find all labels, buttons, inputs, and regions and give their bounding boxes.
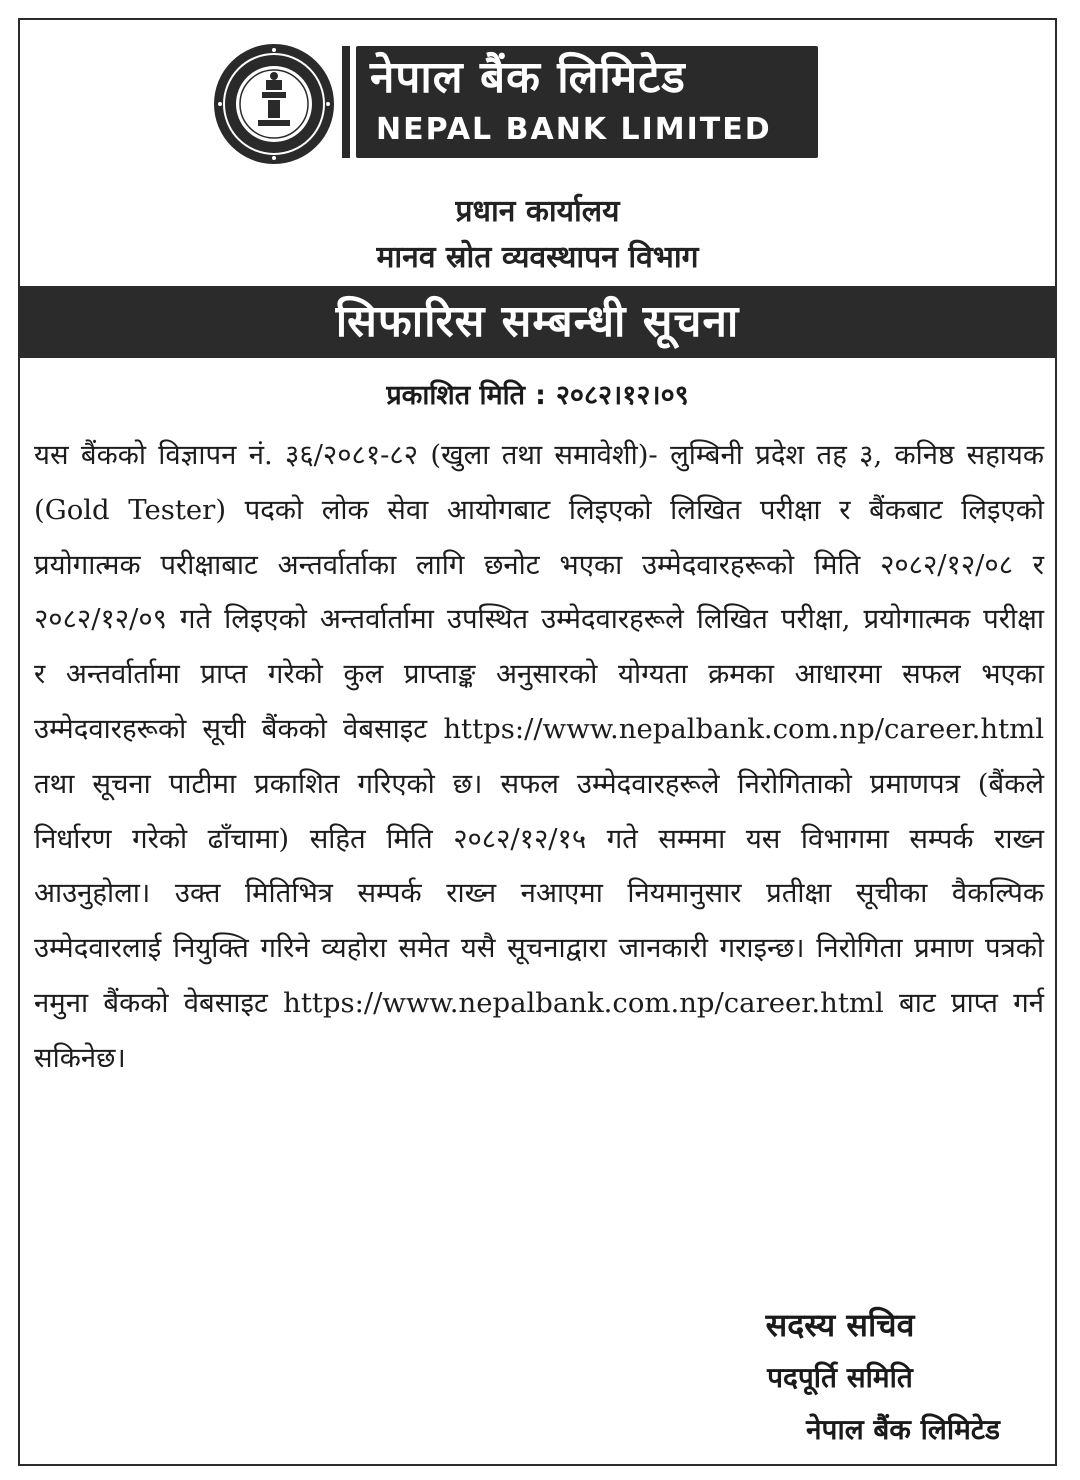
bank-logo	[200, 26, 840, 186]
published-date: २०८२।१२।०९	[555, 380, 689, 411]
signatory-organization: नेपाल बैंक लिमिटेड	[806, 1413, 1000, 1446]
published-label: प्रकाशित मिति	[386, 380, 526, 411]
logo-name-english: NEPAL BANK LIMITED	[376, 112, 772, 147]
logo-stripe	[342, 46, 350, 158]
notice-title-banner	[20, 286, 1055, 358]
signatory-committee: पदपूर्ति समिति	[767, 1361, 913, 1394]
signatory-designation: सदस्य सचिव	[765, 1306, 915, 1344]
office-name: प्रधान कार्यालय	[455, 194, 620, 229]
notice-body: यस बैंकको विज्ञापन नं. ३६/२०८१-८२ (खुला तथा समावेशी)- लुम्बिनी प्रदेश तह ३, कनिष्ठ सहायक (Gold Tester) पदको लोक सेवा आयोगबाट लिइएको लिखित परीक्षा र बैंकबाट लिइएको प्रयोगात्मक परीक्षाबाट अन्तर्वार्ताका लागि छनोट भएका उम्मेदवारहरूको मिति २०८२/१२/०८ र २०८२/१२/०९ गते लिइएको अन्तर्वार्तामा उपस्थित उम्मेदवारहरूले लिखित परीक्षा, प्रयोगात्मक परीक्षा र अन्तर्वार्तामा प्राप्त गरेको कुल प्राप्ताङ्क अनुसारको योग्यता क्रमका आधारमा सफल भएका उम्मेदवारहरूको सूची बैंकको वेबसाइट https://www.nepalbank.com.np/career.html तथा सूचना पाटीमा प्रकाशित गरिएको छ। सफल उम्मेदवारहरूले निरोगिताको प्रमाणपत्र (बैंकले निर्धारण गरेको ढाँचामा) सहित मिति २०८२/१२/१५ गते सम्ममा यस विभागमा सम्पर्क राख्न आउनुहोला। उक्त मितिभित्र सम्पर्क राख्न नआएमा नियमानुसार प्रतीक्षा सूचीका वैकल्पिक उम्मेदवारलाई नियुक्ति गरिने व्यहोरा समेत यसै सूचनाद्वारा जानकारी गराइन्छ। निरोगिता प्रमाण पत्रको नमुना बैंकको वेबसाइट https://www.nepalbank.com.np/career.html बाट प्राप्त गर्न सकिनेछ।	[34, 439, 1044, 1074]
bank-seal-icon	[212, 42, 336, 166]
department-name: मानव स्रोत व्यवस्थापन विभाग	[376, 240, 699, 275]
published-date-line: प्रकाशित मिति : २०८२।१२।०९	[386, 380, 689, 411]
logo-name-nepali: नेपाल बैंक लिमिटेड	[370, 52, 686, 103]
notice-title: सिफारिस सम्बन्धी सूचना	[335, 296, 740, 347]
